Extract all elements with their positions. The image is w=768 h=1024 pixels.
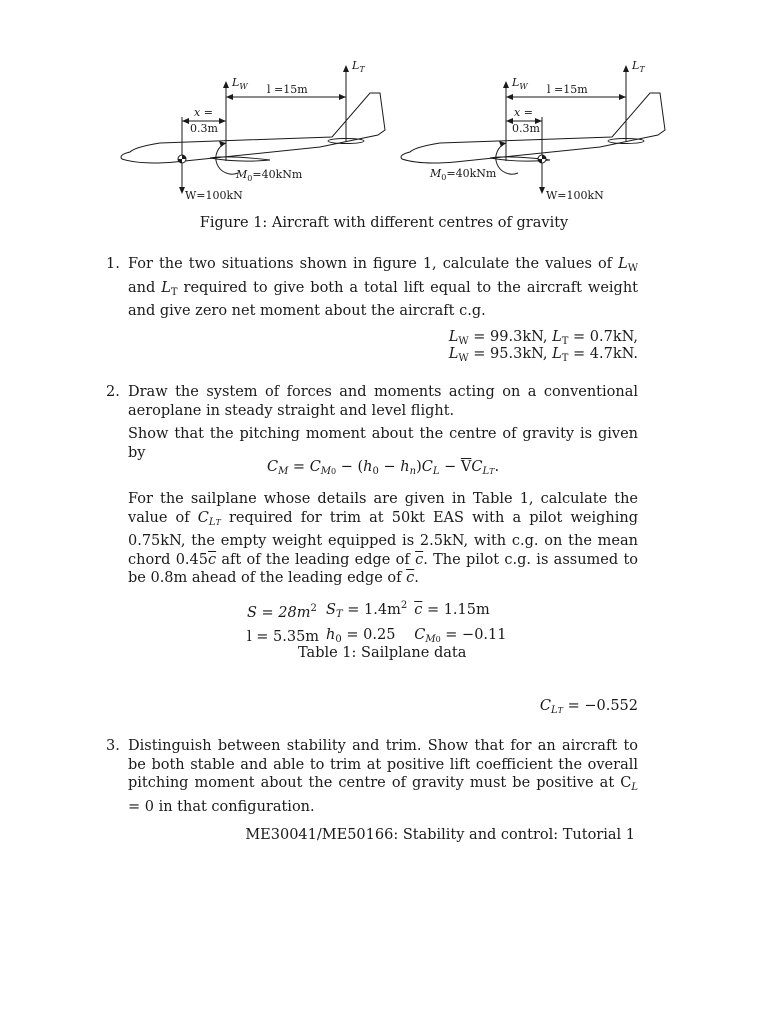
l-label-right: l =15m: [547, 83, 588, 96]
figure-caption: Figure 1: Aircraft with different centres of gravity: [199, 215, 569, 231]
question-number: 2.: [106, 384, 120, 400]
page-footer: ME30041/ME50166: Stability and control: Tutorial 1: [245, 827, 635, 843]
q2-answer: $C_{LT} = -0.552$: [539, 698, 638, 716]
lw-label-left: $L_W$: [232, 76, 248, 91]
question-number: 3.: [106, 738, 120, 754]
question-number: 1.: [106, 256, 120, 272]
m0-label-right: $M_0=40kNm$: [430, 167, 497, 182]
aircraft-figure: [110, 55, 670, 215]
table-cell-h0: $h_0 = 0.25$: [326, 626, 396, 645]
m0-label-left: $M_0=40kNm$: [236, 168, 303, 183]
table-cell-st: $S_T = 1.4m^2$: [326, 600, 408, 620]
q1-answer-2: $L_W = 95.3kN$, $L_T = 4.7kN$.: [448, 346, 638, 364]
aircraft-left: [121, 59, 385, 202]
table-cell-s: $S = 28m^2$: [247, 602, 317, 621]
table-cell-l: l = 5.35m: [247, 629, 320, 646]
q1-answer-1: $L_W = 99.3kN$, $L_T = 0.7kN$,: [448, 329, 638, 347]
aircraft-right: [401, 59, 665, 202]
question-3: 3. Distinguish between stability and trim. Show that for an aircraft to be both stable and able to trim at positive lift coefficient the overall pitching moment about the centre of gravity must be positive at $C_L = 0$ in that configuration.: [106, 738, 638, 815]
q2-para-1: Draw the system of forces and moments acting on a conventional aeroplane in steady straight and level flight.: [128, 384, 638, 419]
x-value-right: 0.3m: [512, 122, 540, 135]
table-caption: Table 1: Sailplane data: [298, 645, 467, 661]
lt-label-right: $L_T$: [632, 59, 645, 74]
q1-text-b: and: [128, 279, 162, 296]
w-label-right: W=100kN: [546, 189, 604, 202]
sailplane-table: [247, 596, 513, 650]
table-cell-cm0: $C_{M0} = -0.11$: [414, 626, 507, 645]
lw-label-right: $L_W$: [512, 76, 528, 91]
x-label-left: x =: [194, 106, 213, 119]
l-label-left: l =15m: [267, 83, 308, 96]
fuselage-left: [121, 93, 385, 163]
q1-text-c: required to give both a total lift equal to the aircraft weight and give zero net moment about the aircraft c.g.: [128, 279, 639, 319]
x-label-right: x =: [514, 106, 533, 119]
wing-left: [210, 157, 270, 161]
x-value-left: 0.3m: [190, 122, 218, 135]
question-2: [106, 383, 638, 420]
q2-para-3: For the sailplane whose details are given in Table 1, calculate the value of $C_{LT}$ required for trim at 50kt EAS with a pilot weighing 0.75kN, the empty weight equipped is 2.5kN, with c.g. on the mean chord $0.45\overline{c}$ aft of the leading edge of $\overline{c}$. The pilot c.g. is assumed to be 0.8m ahead of the leading edge of $\overline{c}$.: [128, 491, 639, 586]
q2-para-2: Show that the pitching moment about the centre of gravity is given by: [128, 426, 638, 461]
q1-text-a: For the two situations shown in figure 1, calculate the values of: [128, 256, 619, 272]
lt-label-left: $L_T$: [352, 59, 365, 74]
table-cell-cbar: $\overline{c} = 1.15m$: [414, 602, 490, 619]
question-1: 1. For the two situations shown in figure 1, calculate the values of $L_W$ and $L_T$ required to give both a total lift equal to the aircraft weight and give zero net moment about the aircraft c.g.: [106, 256, 639, 319]
w-label-left: W=100kN: [185, 189, 243, 202]
q2-equation: $C_M = C_{M0} - (h_0 - h_n)C_L - \overline{V}C_{LT}$.: [266, 459, 500, 477]
